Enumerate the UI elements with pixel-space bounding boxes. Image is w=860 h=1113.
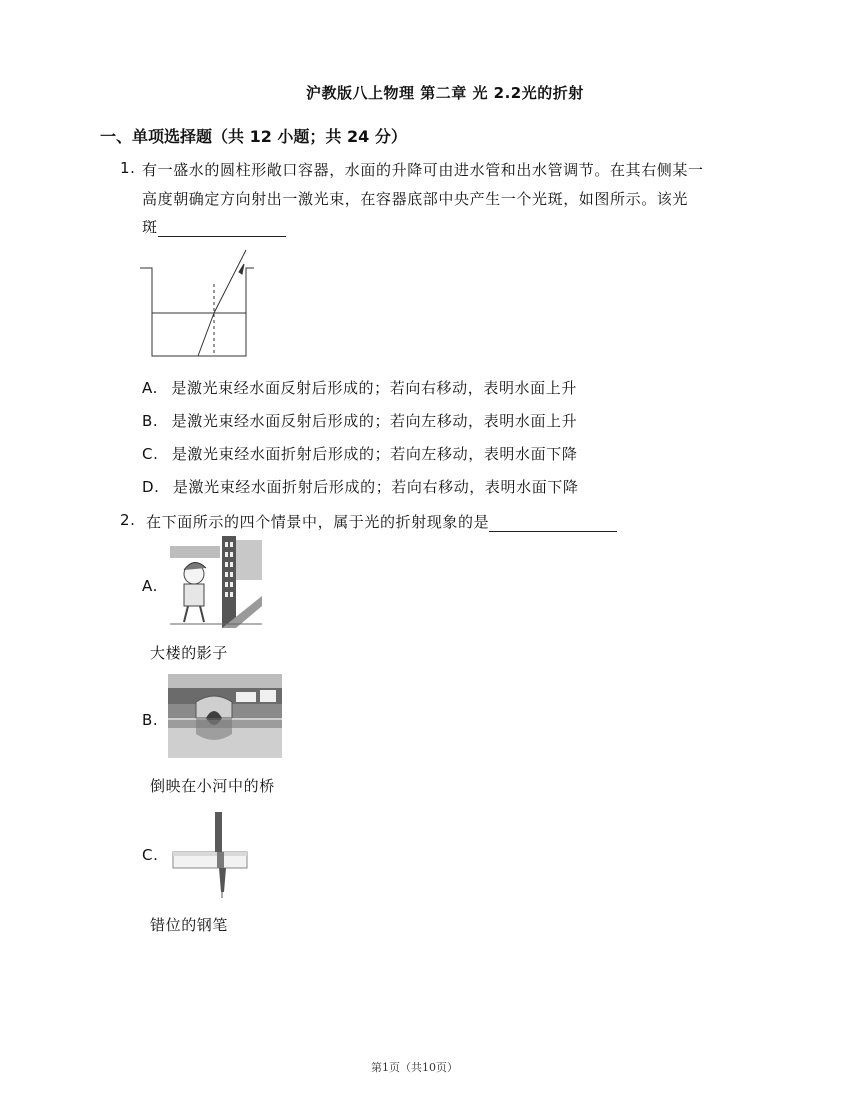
question-1-line-2: 高度朝确定方向射出一激光束，在容器底部中央产生一个光斑，如图所示。该光	[142, 190, 689, 208]
bridge-reflection-photo	[168, 674, 282, 758]
option-label: D.	[142, 478, 160, 496]
q2-option-a-caption: 大楼的影子	[150, 644, 229, 662]
option-label: C.	[142, 445, 159, 463]
q1-option-c[interactable]	[142, 443, 577, 464]
option-text: 是激光束经水面反射后形成的；若向左移动，表明水面上升	[171, 412, 578, 430]
q2-option-c-caption: 错位的钢笔	[150, 916, 229, 934]
building-shadow-illustration	[170, 536, 262, 628]
q1-option-a[interactable]	[142, 377, 577, 398]
option-label: B.	[142, 412, 159, 430]
option-text: 是激光束经水面折射后形成的；若向左移动，表明水面下降	[171, 445, 578, 463]
question-1-number: 1.	[120, 159, 136, 177]
q2-option-b-label[interactable]: B.	[142, 711, 159, 729]
answer-blank-2[interactable]	[489, 515, 617, 532]
q2-option-b-caption: 倒映在小河中的桥	[150, 777, 275, 795]
q2-option-c-label[interactable]: C.	[142, 846, 159, 864]
q1-option-d[interactable]	[142, 476, 579, 497]
answer-blank-1[interactable]	[158, 220, 286, 237]
q2-option-a-label[interactable]: A.	[142, 577, 158, 595]
page-footer: 第1页（共10页）	[371, 1061, 458, 1074]
question-2-text: 在下面所示的四个情景中，属于光的折射现象的是	[146, 513, 490, 531]
option-label: A.	[142, 379, 158, 397]
question-1-line-3-text: 斑	[142, 218, 158, 236]
container-diagram	[138, 244, 254, 362]
question-1-line-3	[142, 216, 286, 237]
question-1-line-1: 有一盛水的圆柱形敞口容器，水面的升降可由进水管和出水管调节。在其右侧某一	[142, 161, 704, 179]
page-title: 沪教版八上物理 第二章 光 2.2光的折射	[306, 84, 584, 102]
section-heading: 一、单项选择题（共 12 小题；共 24 分）	[100, 127, 407, 146]
q1-option-b[interactable]	[142, 410, 577, 431]
option-text: 是激光束经水面折射后形成的；若向右移动，表明水面下降	[172, 478, 579, 496]
option-text: 是激光束经水面反射后形成的；若向右移动，表明水面上升	[171, 379, 577, 397]
question-2-number: 2.	[120, 511, 136, 529]
displaced-pen-photo	[170, 808, 252, 900]
question-2-line	[146, 511, 617, 532]
